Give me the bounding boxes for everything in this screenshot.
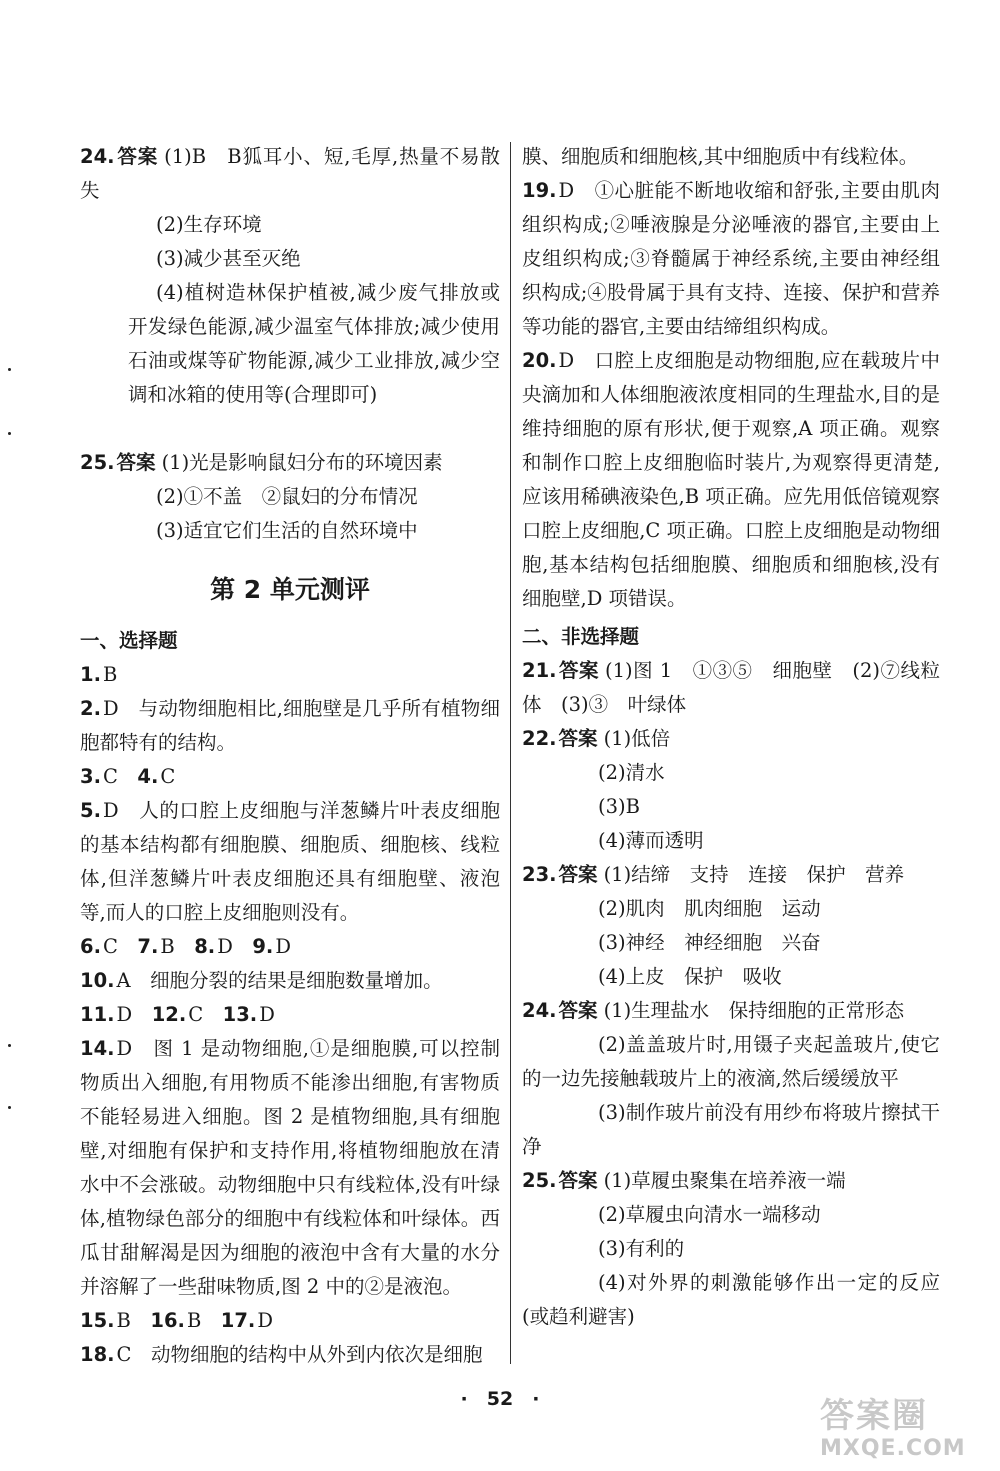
answer-tag: 答案 xyxy=(558,1169,598,1192)
answer-text: D 图 1 是动物细胞,①是细胞膜,可以控制物质出入细胞,有用物质不能渗出细胞,有害物质不能轻易进入细胞。图 2 是植物细胞,具有细胞壁,对细胞有保护和支持作用,将植物细胞放在清水中不会涨破。动物细胞中只有线粒体,没有叶绿体,植物绿色部分的细胞中有线粒体和叶绿体。西瓜甘甜解渴是因为细胞的液泡中含有大量的水分并溶解了一些甜味物质,图 2 中的②是液泡。 xyxy=(80,1037,500,1298)
column-divider xyxy=(510,142,511,1364)
question-number: 23. xyxy=(522,863,557,886)
answer-text: D xyxy=(116,1003,152,1026)
answer-line: (2)生存环境 xyxy=(156,213,262,236)
answer-line: (1)生理盐水 保持细胞的正常形态 xyxy=(603,999,905,1022)
answer-line: (3)B xyxy=(598,795,640,818)
answer-line: (3)制作玻片前没有用纱布将玻片擦拭干净 xyxy=(522,1101,940,1158)
question-number: 16. xyxy=(150,1309,185,1332)
question-number: 24. xyxy=(80,145,115,168)
question-number: 14. xyxy=(80,1037,115,1060)
question-number: 13. xyxy=(222,1003,258,1026)
answer-text: D xyxy=(275,935,291,958)
answer-text: C xyxy=(160,765,176,788)
question-number: 17. xyxy=(220,1309,256,1332)
question-number: 6. xyxy=(80,935,101,958)
answer-25 xyxy=(522,1164,940,1334)
watermark-text: 答案圈 xyxy=(820,1396,928,1436)
answer-tag: 答案 xyxy=(116,451,156,474)
unit-title: 第 2 单元测评 xyxy=(210,575,370,604)
question-number: 25. xyxy=(80,451,115,474)
question-number: 12. xyxy=(151,1003,187,1026)
question-number: 4. xyxy=(137,765,159,788)
answer-text: B xyxy=(116,1309,151,1332)
answer-text: C xyxy=(188,1003,223,1026)
question-number: 15. xyxy=(80,1309,115,1332)
answer-line: (1)B B狐耳小、短,毛厚,热量不易散失 xyxy=(80,145,500,202)
question-number: 19. xyxy=(522,179,557,202)
question-number: 2. xyxy=(80,697,101,720)
answer-text: B xyxy=(102,663,118,686)
answer-22 xyxy=(522,722,940,858)
answer-tag: 答案 xyxy=(558,999,598,1022)
answer-line: (1)草履虫聚集在培养液一端 xyxy=(603,1169,846,1192)
answer-text: C xyxy=(102,935,138,958)
answer-line: (4)植树造林保护植被,减少废气排放或开发绿色能源,减少温室气体排放;减少使用石油或煤等矿物能源,减少工业排放,减少空调和冰箱的使用等(合理即可) xyxy=(128,281,500,406)
question-number: 21. xyxy=(522,659,557,682)
answer-line: (1)低倍 xyxy=(603,727,671,750)
answer-text: C xyxy=(102,765,138,788)
answer-text: D 与动物细胞相比,细胞壁是几乎所有植物细胞都特有的结构。 xyxy=(80,697,500,754)
answer-text: B xyxy=(160,935,195,958)
question-number: 18. xyxy=(80,1343,115,1366)
continued-text: 膜、细胞质和细胞核,其中细胞质中有线粒体。 xyxy=(522,145,919,168)
answer-line: (3)适宜它们生活的自然环境中 xyxy=(156,519,418,542)
answer-text: D xyxy=(217,935,253,958)
scan-speck xyxy=(8,1106,11,1109)
answer-line: (2)盖盖玻片时,用镊子夹起盖玻片,使它的一边先接触载玻片上的液滴,然后缓缓放平 xyxy=(522,1033,940,1090)
question-number: 5. xyxy=(80,799,101,822)
question-number: 9. xyxy=(252,935,274,958)
section-heading: 二、非选择题 xyxy=(522,625,640,648)
answer-line: (2)清水 xyxy=(598,761,665,784)
left-column xyxy=(80,140,500,1372)
answer-text: D 口腔上皮细胞是动物细胞,应在载玻片中央滴加和人体细胞液浓度相同的生理盐水,目的是维持细胞的原有形状,便于观察,A 项正确。观察和制作口腔上皮细胞临时装片,为观察得更清楚,应该用稀碘液染色,B 项正确。应先用低倍镜观察口腔上皮细胞,C 项正确。口腔上皮细胞是动物细胞,基本结构包括细胞膜、细胞质和细胞核,没有细胞壁,D 项错误。 xyxy=(522,349,940,610)
question-number: 7. xyxy=(137,935,159,958)
question-number: 3. xyxy=(80,765,101,788)
answer-line: (2)①不盖 ②鼠妇的分布情况 xyxy=(156,485,418,508)
question-number: 25. xyxy=(522,1169,557,1192)
answer-line: (4)上皮 保护 吸收 xyxy=(598,965,782,988)
watermark-url: MXQE.COM xyxy=(820,1436,966,1461)
answer-tag: 答案 xyxy=(116,145,159,168)
question-number: 24. xyxy=(522,999,557,1022)
answer-24 xyxy=(522,994,940,1164)
answer-line: (4)薄而透明 xyxy=(598,829,704,852)
answer-23 xyxy=(522,858,940,994)
scan-speck xyxy=(8,1044,11,1047)
answer-text: D ①心脏能不断地收缩和舒张,主要由肌肉组织构成;②唾液腺是分泌唾液的器官,主要由上皮组织构成;③脊髓属于神经系统,主要由神经组织构成;④股骨属于具有支持、连接、保护和营养等功能的器官,主要由结缔组织构成。 xyxy=(522,179,940,338)
page-number: · 52 · xyxy=(460,1388,540,1410)
right-column xyxy=(522,140,940,1334)
answer-text: A 细胞分裂的结果是细胞数量增加。 xyxy=(116,969,443,992)
watermark-logo xyxy=(820,1396,990,1466)
answer-24 xyxy=(80,140,500,412)
answer-tag: 答案 xyxy=(558,863,598,886)
answer-line: (2)草履虫向清水一端移动 xyxy=(598,1203,821,1226)
answer-line: (3)有利的 xyxy=(598,1237,685,1260)
answer-line: (3)神经 神经细胞 兴奋 xyxy=(598,931,821,954)
question-number: 8. xyxy=(194,935,216,958)
section-heading: 一、选择题 xyxy=(80,629,178,652)
answer-25 xyxy=(80,446,500,548)
answer-text: D 人的口腔上皮细胞与洋葱鳞片叶表皮细胞的基本结构都有细胞膜、细胞质、细胞核、线粒体,但洋葱鳞片叶表皮细胞还具有细胞壁、液泡等,而人的口腔上皮细胞则没有。 xyxy=(80,799,500,924)
answer-text: D xyxy=(259,1003,275,1026)
answer-text: C 动物细胞的结构中从外到内依次是细胞 xyxy=(116,1343,483,1366)
answer-tag: 答案 xyxy=(558,727,598,750)
answer-tag: 答案 xyxy=(558,659,599,682)
scan-speck xyxy=(8,368,11,371)
question-number: 10. xyxy=(80,969,115,992)
answer-line: (3)减少甚至灭绝 xyxy=(156,247,301,270)
answer-line: (1)结缔 支持 连接 保护 营养 xyxy=(603,863,905,886)
scan-speck xyxy=(8,432,11,435)
question-number: 22. xyxy=(522,727,557,750)
answer-line: (2)肌肉 肌肉细胞 运动 xyxy=(598,897,821,920)
answer-text: D xyxy=(257,1309,273,1332)
answer-text: B xyxy=(186,1309,221,1332)
answer-line: (4)对外界的刺激能够作出一定的反应(或趋利避害) xyxy=(522,1271,940,1328)
question-number: 11. xyxy=(80,1003,115,1026)
answer-line: (1)光是影响鼠妇分布的环境因素 xyxy=(161,451,443,474)
question-number: 1. xyxy=(80,663,101,686)
question-number: 20. xyxy=(522,349,557,372)
answer-text: (1)图 1 ①③⑤ 细胞壁 (2)⑦线粒体 (3)③ 叶绿体 xyxy=(522,659,940,716)
